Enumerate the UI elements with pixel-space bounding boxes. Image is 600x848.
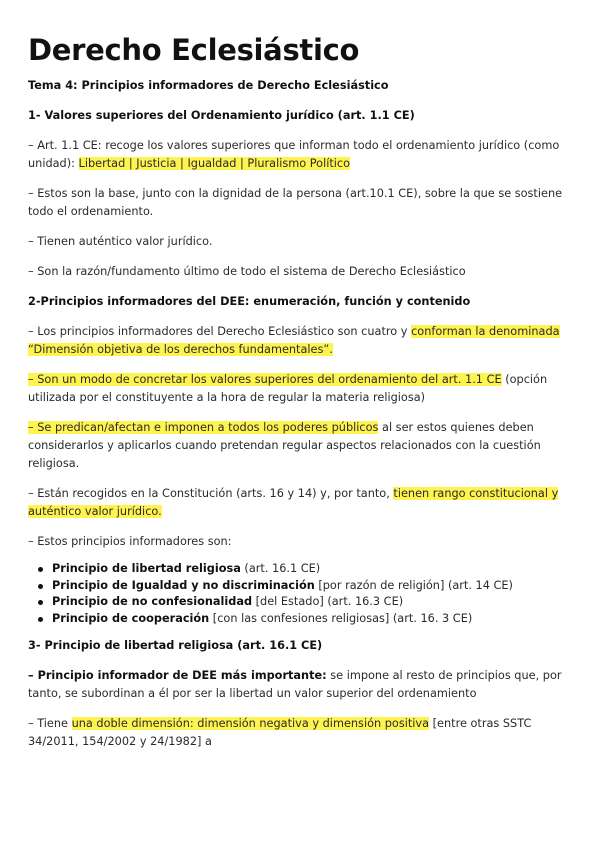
section1-p1-text: – Art. 1.1 CE: recoge los valores superiores que informan todo el ordenamiento jurídico (como unidad): — [28, 139, 560, 170]
section3-p2-text: – Tiene — [28, 717, 72, 730]
highlight-dimension-objetiva: conforman la denominada “Dimensión objetiva de los derechos fundamentales”. — [28, 325, 560, 356]
section2-paragraph-5: – Estos principios informadores son: — [28, 535, 232, 548]
section2-p1-text: – Los principios informadores del Derecho Eclesiástico son cuatro y — [28, 325, 412, 338]
section2-p2-text: (opción utilizada por el constituyente a la hora de regular la materia religiosa) — [28, 373, 548, 404]
highlight-doble-dimension: una doble dimensión: dimensión negativa y dimensión positiva — [71, 717, 430, 730]
section2-p4-text: – Están recogidos en la Constitución (arts. 16 y 14) y, por tanto, — [28, 487, 394, 500]
section2-heading: 2-Principios informadores del DEE: enumeración, función y contenido — [28, 295, 471, 308]
principles-list — [28, 561, 572, 627]
section3-p1-text: se impone al resto de principios que, por tanto, se subordinan a él por ser la libertad un valor superior del ordenamiento — [28, 669, 562, 700]
section1-paragraph-2: – Estos son la base, junto con la dignidad de la persona (art.10.1 CE), sobre la que se sostiene todo el ordenamiento. — [28, 187, 563, 218]
section2-paragraph-4 — [28, 485, 572, 521]
section1-paragraph-1 — [28, 137, 572, 173]
section2-p3-text: al ser estos quienes deben considerarlos y aplicarlos cuando pretendan regular aspectos relacionados con la cuestión religiosa. — [28, 421, 541, 470]
highlight-poderes-publicos: – Se predican/afectan e imponen a todos los poderes públicos — [28, 421, 379, 434]
section2-paragraph-3 — [28, 419, 572, 473]
section3-paragraph-2 — [28, 715, 572, 751]
section1-heading: 1- Valores superiores del Ordenamiento jurídico (art. 1.1 CE) — [28, 109, 415, 122]
list-item: Principio de Igualdad y no discriminación [por razón de religión] (art. 14 CE) — [38, 578, 572, 595]
highlight-rango-constitucional: tienen rango constitucional y auténtico valor jurídico. — [28, 487, 559, 518]
list-item: Principio de cooperación [con las confesiones religiosas] (art. 16. 3 CE) — [38, 611, 572, 628]
document-title: Derecho Eclesiástico — [28, 33, 360, 67]
section1-paragraph-3: – Tienen auténtico valor jurídico. — [28, 235, 213, 248]
section2-paragraph-1 — [28, 323, 572, 359]
section3-heading: 3- Principio de libertad religiosa (art. 16.1 CE) — [28, 639, 323, 652]
list-item: Principio de no confesionalidad [del Estado] (art. 16.3 CE) — [38, 594, 572, 611]
section3-paragraph-1 — [28, 667, 572, 703]
section2-paragraph-2 — [28, 371, 572, 407]
highlight-modo-concretar: – Son un modo de concretar los valores superiores del ordenamiento del art. 1.1 CE — [28, 373, 502, 386]
section1-paragraph-4: – Son la razón/fundamento último de todo el sistema de Derecho Eclesiástico — [28, 265, 466, 278]
list-item: Principio de libertad religiosa (art. 16.1 CE) — [38, 561, 572, 578]
highlight-valores: Libertad | Justicia | Igualdad | Pluralismo Político — [78, 157, 351, 170]
tema-heading: Tema 4: Principios informadores de Derecho Eclesiástico — [28, 79, 389, 92]
section3-p1-bold: – Principio informador de DEE más importante: — [28, 669, 327, 682]
section3-p2-tail: [entre otras SSTC 34/2011, 154/2002 y 24/1982] a — [28, 717, 532, 748]
